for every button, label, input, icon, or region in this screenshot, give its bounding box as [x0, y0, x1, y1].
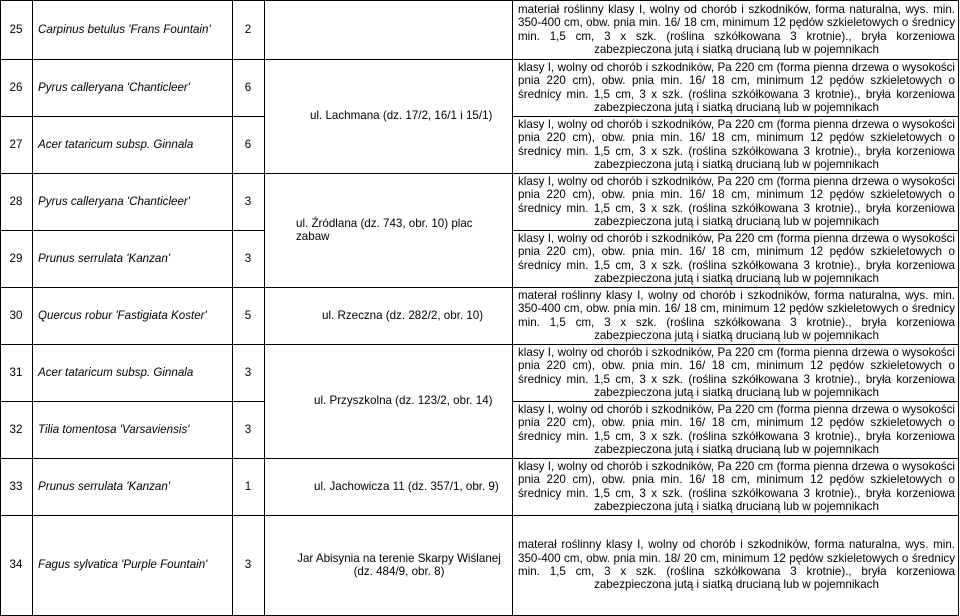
specification [512, 458, 959, 515]
quantity: 1 [244, 479, 252, 493]
column-divider [264, 0, 265, 616]
species-name: Acer tataricum subsp. Ginnala [38, 365, 194, 379]
location: ul. Lachmana (dz. 17/2, 16/1 i 15/1) [310, 109, 493, 123]
row-number: 27 [9, 137, 23, 151]
specification-text: klasy I, wolny od chorób i szkodników, Pa 220 cm (forma pienna drzewa o wysokości pnia 220 cm), obw. pnia min. 16/ 18 cm, minimum 12 pędów szkieletowych o średnicy min. 1,5 cm, 3 x szk. (roślina szkółkowana 3 krotnie)., bryła korzeniowa zabezpieczona jutą i siatką drucianą lub w pojemnikach [518, 231, 955, 285]
specification-text: klasy I, wolny od chorób i szkodników, Pa 220 cm (forma pienna drzewa o wysokości pnia 220 cm), obw. pnia min. 16/ 18 cm, minimum 12 pędów szkieletowych o średnicy min. 1,5 cm, 3 x szk. (roślina szkółkowana 3 krotnie)., bryła korzeniowa zabezpieczona jutą i siatką drucianą lub w pojemnikach [518, 60, 955, 114]
location: ul. Przyszkolna (dz. 123/2, obr. 14) [314, 394, 493, 408]
quantity: 5 [244, 308, 252, 322]
specification [512, 0, 959, 59]
quantity: 3 [244, 558, 252, 572]
row-number: 31 [9, 365, 23, 379]
row-number: 29 [9, 251, 23, 265]
quantity: 6 [244, 137, 252, 151]
species-name: Prunus serrulata 'Kanzan' [38, 251, 171, 265]
specification-text: klasy I, wolny od chorób i szkodników, Pa 220 cm (forma pienna drzewa o wysokości pnia 220 cm), obw. pnia min. 16/ 18 cm, minimum 12 pędów szkieletowych o średnicy min. 1,5 cm, 3 x szk. (roślina szkółkowana 3 krotnie)., bryła korzeniowa zabezpieczona jutą i siatką drucianą lub w pojemnikach [518, 174, 955, 228]
specification [512, 287, 959, 344]
specification-text: klasy I, wolny od chorób i szkodników, Pa 220 cm (forma pienna drzewa o wysokości pnia 220 cm), obw. pnia min. 16/ 18 cm, minimum 12 pędów szkieletowych o średnicy min. 1,5 cm, 3 x szk. (roślina szkółkowana 3 krotnie)., bryła korzeniowa zabezpieczona jutą i siatką drucianą lub w pojemnikach [518, 459, 955, 513]
specification-text: materał roślinny klasy I, wolny od chorób i szkodników, forma naturalna, wys. min. 350-400 cm, obw. pnia min. 18/ 20 cm, minimum 12 pędów szkieletowych o średnicy min. 1,5 cm, 3 x szk. (roślina szkółkowana 3 krotnie)., bryła korzeniowa zabezpieczona jutą i siatką drucianą lub w pojemnikach [518, 538, 955, 592]
row-number: 28 [9, 194, 23, 208]
row-number: 26 [9, 80, 23, 94]
specification-text: klasy I, wolny od chorób i szkodników, Pa 220 cm (forma pienna drzewa o wysokości pnia 220 cm), obw. pnia min. 16/ 18 cm, minimum 12 pędów szkieletowych o średnicy min. 1,5 cm, 3 x szk. (roślina szkółkowana 3 krotnie)., bryła korzeniowa zabezpieczona jutą i siatką drucianą lub w pojemnikach [518, 117, 955, 171]
species-name: Pyrus calleryana 'Chanticleer' [38, 194, 190, 208]
location: ul. Jachowicza 11 (dz. 357/1, obr. 9) [314, 479, 499, 493]
specification [512, 116, 959, 173]
specification-text: materał roślinny klasy I, wolny od chorób i szkodników, forma naturalna, wys. min. 350-400 cm, obw. pnia min. 16/ 18 cm, minimum 12 pędów szkieletowych o średnicy min. 1,5 cm, 3 x szk. (roślina szkółkowana 3 krotnie)., bryła korzeniowa zabezpieczona jutą i siatką drucianą lub w pojemnikach [518, 288, 955, 342]
specification-text: klasy I, wolny od chorób i szkodników, Pa 220 cm (forma pienna drzewa o wysokości pnia 220 cm), obw. pnia min. 16/ 18 cm, minimum 12 pędów szkieletowych o średnicy min. 1,5 cm, 3 x szk. (roślina szkółkowana 3 krotnie)., bryła korzeniowa zabezpieczona jutą i siatką drucianą lub w pojemnikach [518, 345, 955, 399]
specification-text: klasy I, wolny od chorób i szkodników, Pa 220 cm (forma pienna drzewa o wysokości pnia 220 cm), obw. pnia min. 16/ 18 cm, minimum 12 pędów szkieletowych o średnicy min. 1,5 cm, 3 x szk. (roślina szkółkowana 3 krotnie)., bryła korzeniowa zabezpieczona jutą i siatką drucianą lub w pojemnikach [518, 402, 955, 456]
specification [512, 401, 959, 458]
specification [512, 173, 959, 230]
quantity: 3 [244, 422, 252, 436]
species-name: Carpinus betulus 'Frans Fountain' [38, 22, 211, 36]
row-number: 34 [9, 558, 23, 572]
species-name: Tilia tomentosa 'Varsaviensis' [38, 422, 190, 436]
species-name: Acer tataricum subsp. Ginnala [38, 137, 194, 151]
quantity: 3 [244, 251, 252, 265]
specification [512, 59, 959, 116]
location: ul. Źródlana (dz. 743, obr. 10) plac zabaw [296, 216, 473, 243]
row-number: 32 [9, 422, 23, 436]
species-name: Pyrus calleryana 'Chanticleer' [38, 80, 190, 94]
quantity: 3 [244, 194, 252, 208]
location: ul. Rzeczna (dz. 282/2, obr. 10) [322, 308, 484, 322]
species-name: Quercus robur 'Fastigiata Koster' [38, 308, 207, 322]
row-number: 30 [9, 308, 23, 322]
location: Jar Abisynia na terenie Skarpy Wiślanej (dz. 484/9, obr. 8) [297, 551, 501, 578]
specification [512, 230, 959, 287]
quantity: 2 [244, 22, 252, 36]
specification [512, 515, 959, 615]
row-number: 25 [9, 22, 23, 36]
quantity: 3 [244, 365, 252, 379]
quantity: 6 [244, 80, 252, 94]
species-name: Prunus serrulata 'Kanzan' [38, 479, 171, 493]
species-name: Fagus sylvatica 'Purple Fountain' [38, 558, 208, 572]
row-number: 33 [9, 479, 23, 493]
specification-text: materiał roślinny klasy I, wolny od chorób i szkodników, forma naturalna, wys. min. 350-400 cm, obw. pnia min. 16/ 18 cm, minimum 12 pędów szkieletowych o średnicy min. 1,5 cm, 3 x szk. (roślina szkółkowana 3 krotnie)., bryła korzeniowa zabezpieczona jutą i siatką drucianą lub w pojemnikach [518, 2, 955, 56]
specification [512, 344, 959, 401]
